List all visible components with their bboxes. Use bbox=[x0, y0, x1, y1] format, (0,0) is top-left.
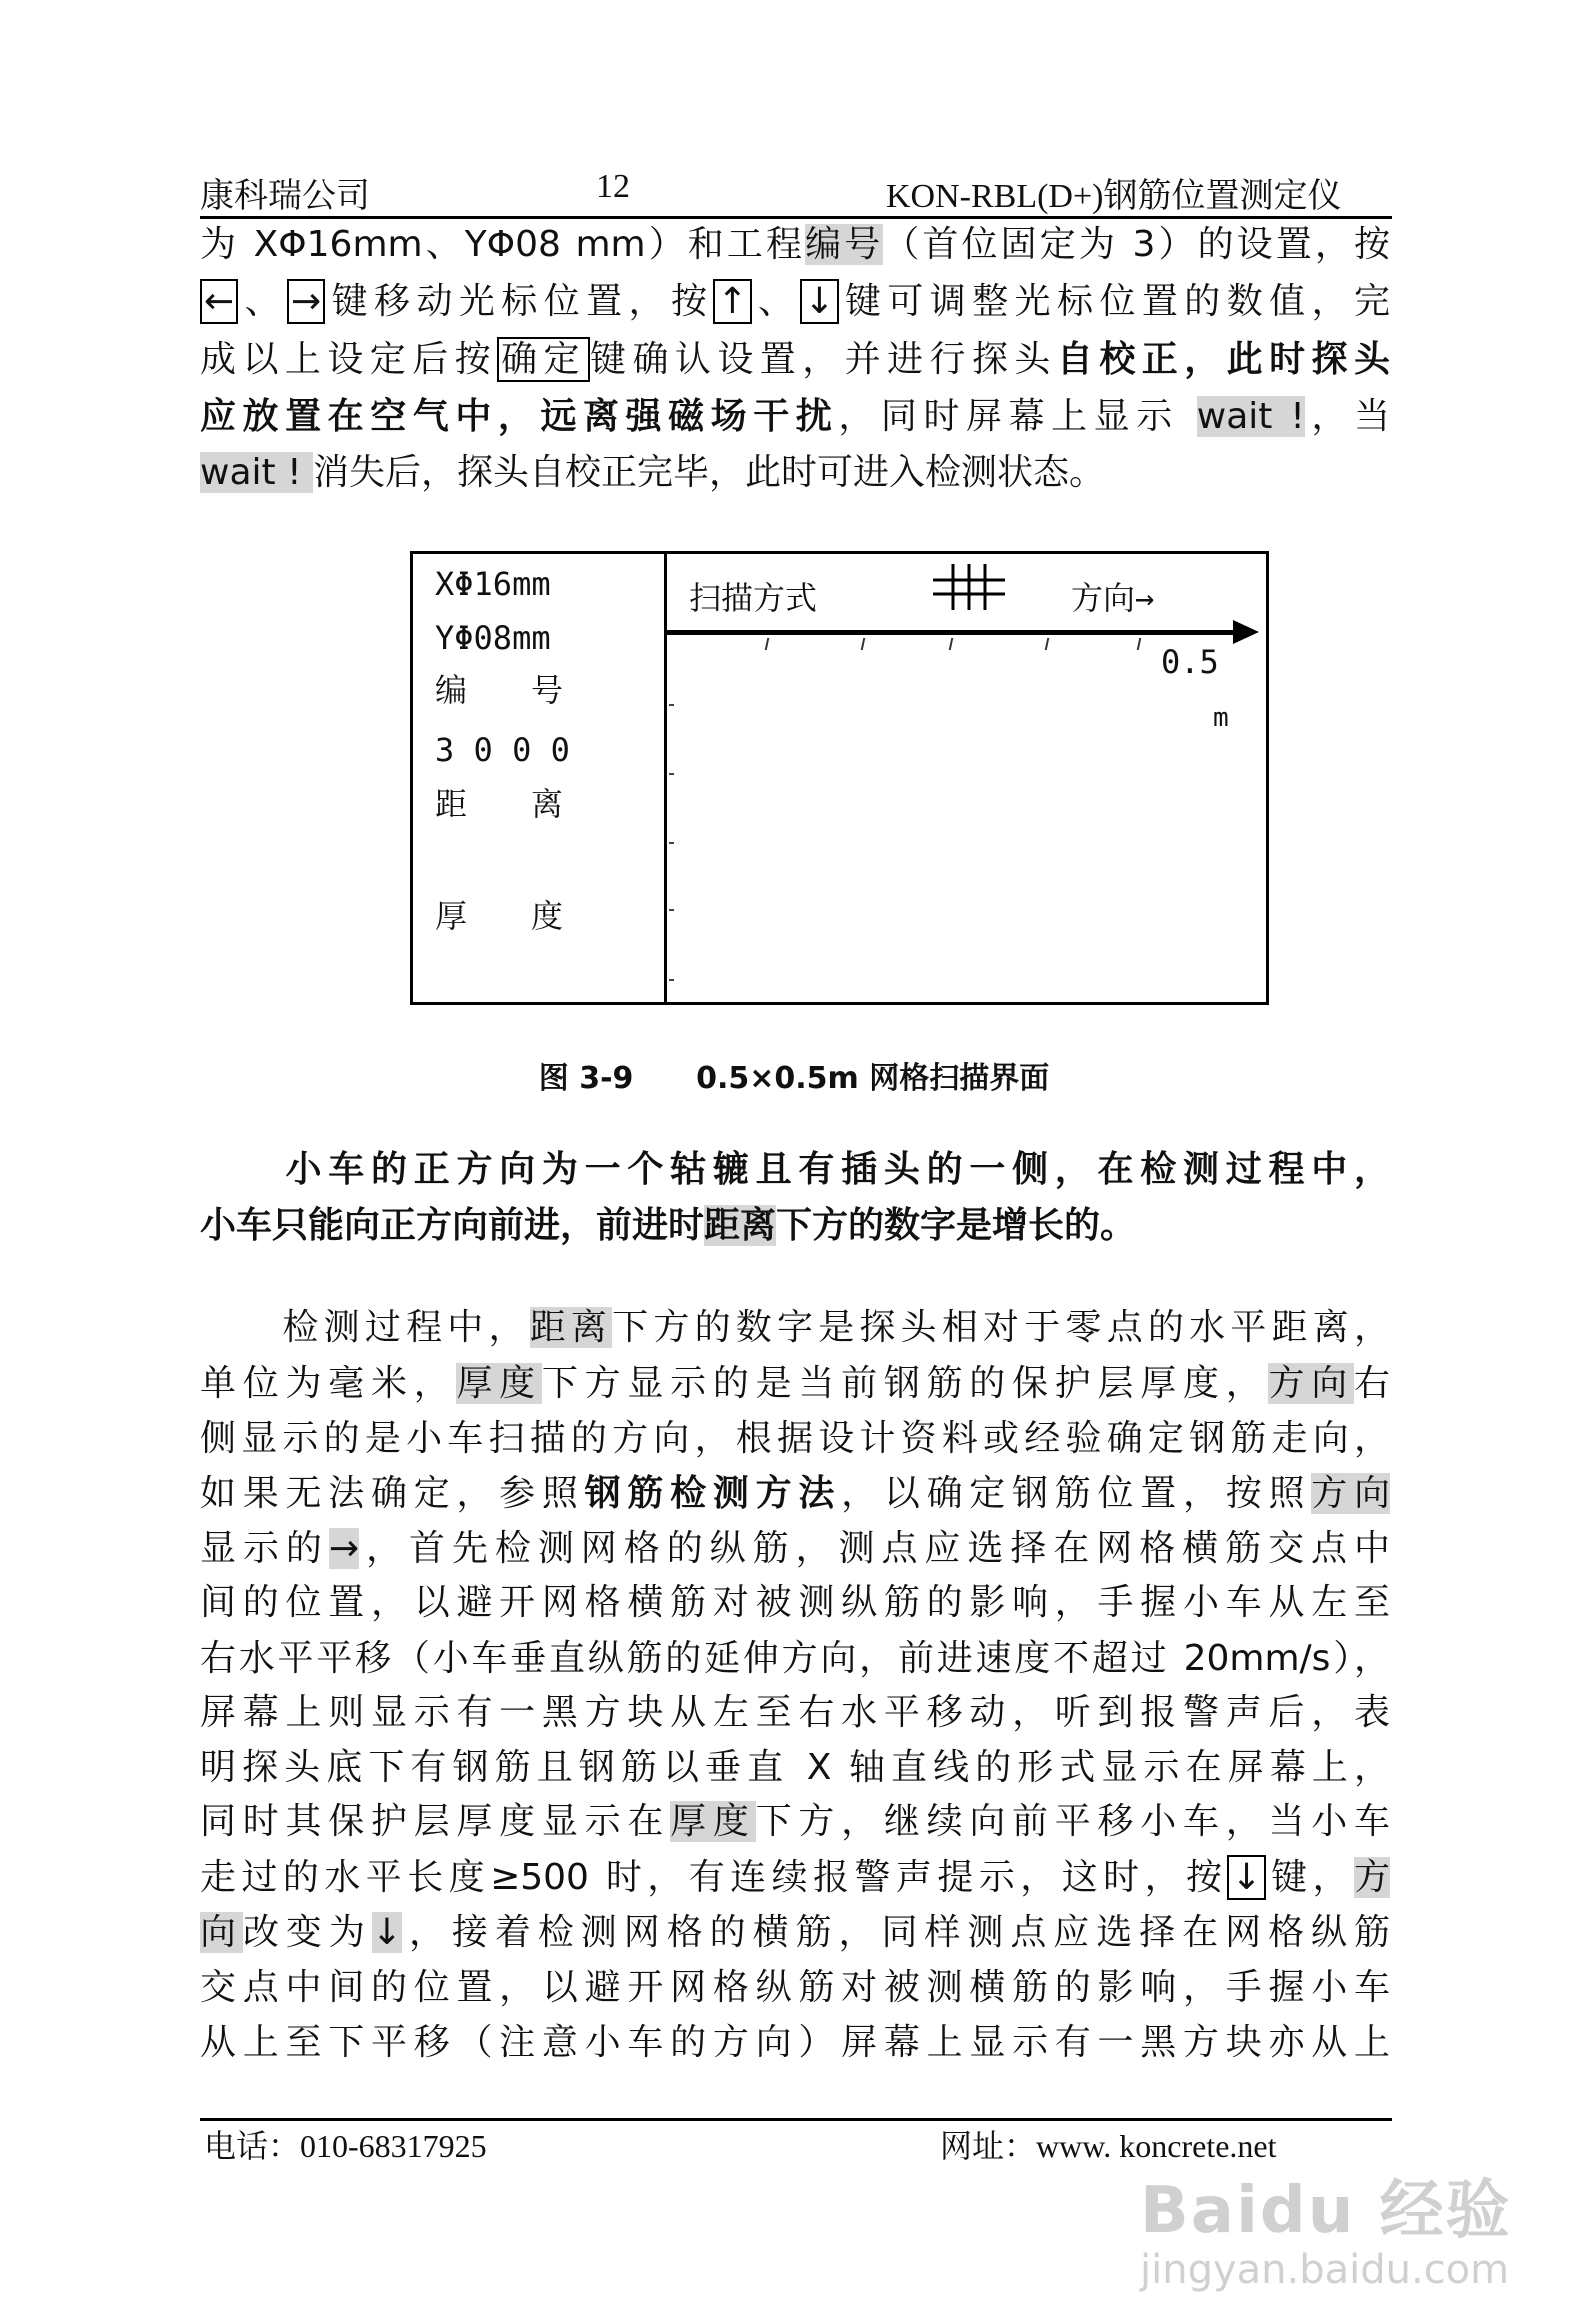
x-tick bbox=[765, 638, 770, 650]
text-line bbox=[200, 1742, 1390, 1794]
y-tick bbox=[669, 704, 674, 706]
text-segment: 下方显示的是当前钢筋的保护层厚度， bbox=[541, 1363, 1269, 1404]
text-segment: ，当 bbox=[1304, 396, 1390, 437]
thickness-label: 厚 度 bbox=[435, 897, 564, 935]
watermark-url: jingyan.baidu.com bbox=[1140, 2247, 1510, 2293]
number-value: 3 0 0 0 bbox=[435, 731, 570, 769]
panel-divider bbox=[664, 554, 667, 1002]
x-tick bbox=[949, 638, 954, 650]
highlighted-text: 厚度 bbox=[456, 1363, 542, 1404]
header-company: 康科瑞公司 bbox=[200, 178, 370, 215]
text-line bbox=[200, 391, 1390, 443]
text-segment: 明探头底下有钢筋且钢筋以垂直 X 轴直线的形式显示在屏幕上， bbox=[200, 1747, 1390, 1788]
page-number: 12 bbox=[596, 168, 630, 205]
text-segment: 消失后，探头自校正完毕，此时可进入检测状态。 bbox=[312, 452, 1105, 493]
text-line bbox=[200, 1852, 1390, 1904]
highlighted-text: 厚度 bbox=[670, 1801, 756, 1842]
highlighted-text: 方向 bbox=[1268, 1363, 1354, 1404]
figure-caption: 图 3-9 0.5×0.5m 网格扫描界面 bbox=[538, 1061, 1050, 1096]
text-segment: 、 bbox=[751, 281, 801, 322]
text-segment: 键移动光标位置，按 bbox=[325, 281, 714, 322]
text-line bbox=[200, 1468, 1390, 1520]
text-segment: 走过的水平长度≥500 时，有连续报警声提示，这时，按 bbox=[200, 1857, 1228, 1898]
text-segment: 右 bbox=[1353, 1363, 1390, 1404]
text-segment: 钢筋检测方法 bbox=[584, 1473, 842, 1514]
text-line bbox=[200, 1796, 1390, 1848]
highlighted-text: 方 bbox=[1353, 1857, 1390, 1898]
footer-phone: 电话：010-68317925 bbox=[204, 2128, 487, 2164]
header-product: KON-RBL(D+)钢筋位置测定仪 bbox=[886, 178, 1342, 215]
text-line bbox=[200, 1358, 1390, 1410]
highlighted-text: 距离 bbox=[529, 1307, 613, 1348]
text-segment: 为 XΦ16mm、YΦ08 mm）和工程 bbox=[200, 224, 806, 265]
text-segment: 应放置在空气中，远离强磁场干扰 bbox=[200, 396, 839, 437]
text-segment: 交点中间的位置，以避开网格纵筋对被测横筋的影响，手握小车 bbox=[200, 1967, 1390, 2008]
highlighted-text: 距离 bbox=[704, 1205, 777, 1246]
text-segment: 显示的 bbox=[200, 1528, 329, 1569]
scale-value: 0.5 bbox=[1161, 643, 1219, 681]
y-tick bbox=[669, 979, 674, 981]
key-label: ↓ bbox=[1227, 1855, 1265, 1900]
y-rebar-label: YΦ08mm bbox=[435, 619, 551, 657]
scan-interface-figure bbox=[410, 551, 1269, 1005]
text-line bbox=[200, 1200, 1390, 1252]
text-segment: 小车只能向正方向前进，前进时 bbox=[200, 1205, 705, 1246]
text-segment: 下方的数字是增长的。 bbox=[776, 1205, 1137, 1246]
text-segment: 同时其保护层厚度显示在 bbox=[200, 1801, 671, 1842]
highlighted-text: wait ! bbox=[1196, 396, 1305, 437]
text-line bbox=[200, 1907, 1390, 1959]
y-tick bbox=[669, 909, 674, 911]
text-segment: 改变为 bbox=[242, 1912, 372, 1953]
text-line bbox=[200, 1144, 1390, 1196]
text-segment: ，首先检测网格的纵筋，测点应选择在网格横筋交点中 bbox=[359, 1528, 1390, 1569]
highlighted-text: 向 bbox=[200, 1912, 243, 1953]
x-tick bbox=[861, 638, 866, 650]
text-segment: 检测过程中， bbox=[200, 1307, 530, 1348]
scan-mode-label: 扫描方式 bbox=[689, 579, 818, 617]
text-line bbox=[200, 1577, 1390, 1629]
text-line bbox=[200, 334, 1390, 386]
highlighted-text: wait ! bbox=[200, 452, 313, 493]
watermark-brand: Baidu 经验 bbox=[1140, 2174, 1512, 2248]
text-segment: ，接着检测网格的横筋，同样测点应选择在网格纵筋 bbox=[402, 1912, 1390, 1953]
number-label: 编 号 bbox=[435, 671, 564, 709]
text-segment: 下方的数字是探头相对于零点的水平距离， bbox=[612, 1307, 1390, 1348]
text-segment: 单位为毫米， bbox=[200, 1363, 457, 1404]
text-segment: 间的位置，以避开网格横筋对被测纵筋的影响，手握小车从左至 bbox=[200, 1582, 1390, 1623]
text-segment: 如果无法确定，参照 bbox=[200, 1473, 585, 1514]
baidu-watermark bbox=[1140, 2176, 1512, 2294]
text-segment: 成以上设定后按 bbox=[200, 339, 498, 380]
grid-scan-icon bbox=[931, 562, 1007, 612]
highlighted-text: → bbox=[328, 1528, 360, 1569]
text-segment: 右水平平移（小车垂直纵筋的延伸方向，前进速度不超过 20mm/s）， bbox=[200, 1638, 1390, 1679]
text-segment: ，同时屏幕上显示 bbox=[838, 396, 1197, 437]
text-line bbox=[200, 1413, 1390, 1465]
highlighted-text: 方向 bbox=[1311, 1473, 1390, 1514]
footer-website: 网址：www. koncrete.net bbox=[940, 2128, 1277, 2164]
text-line bbox=[200, 219, 1390, 271]
text-line bbox=[200, 2017, 1390, 2069]
key-label: ↑ bbox=[713, 279, 751, 324]
text-line bbox=[200, 447, 1390, 499]
text-segment: ，以确定钢筋位置，按照 bbox=[841, 1473, 1312, 1514]
highlighted-text: ↓ bbox=[371, 1912, 403, 1953]
text-segment: 键可调整光标位置的数值，完 bbox=[838, 281, 1390, 322]
footer-rule bbox=[200, 2118, 1392, 2121]
x-axis-line bbox=[667, 630, 1237, 635]
text-segment: 从上至下平移（注意小车的方向）屏幕上显示有一黑方块亦从上 bbox=[200, 2022, 1390, 2063]
text-line bbox=[200, 1687, 1390, 1739]
y-tick bbox=[669, 773, 674, 775]
x-rebar-label: XΦ16mm bbox=[435, 565, 551, 603]
distance-label: 距 离 bbox=[435, 785, 564, 823]
text-line bbox=[200, 276, 1390, 328]
key-label: ← bbox=[200, 279, 238, 324]
direction-label: 方向→ bbox=[1071, 579, 1155, 617]
text-line bbox=[200, 1962, 1390, 2014]
text-segment: 下方，继续向前平移小车，当小车 bbox=[755, 1801, 1390, 1842]
text-segment: 、 bbox=[238, 281, 288, 322]
text-segment: 键， bbox=[1265, 1857, 1354, 1898]
x-tick bbox=[1045, 638, 1050, 650]
x-axis-arrow-icon bbox=[1233, 620, 1259, 644]
text-segment: 屏幕上则显示有一黑方块从左至右水平移动，听到报警声后，表 bbox=[200, 1692, 1390, 1733]
text-line bbox=[200, 1523, 1390, 1575]
scale-unit: m bbox=[1213, 703, 1229, 733]
text-segment: （首位固定为 3）的设置，按 bbox=[883, 224, 1390, 265]
text-line bbox=[200, 1633, 1390, 1685]
text-line bbox=[200, 1302, 1390, 1354]
key-label: ↓ bbox=[800, 279, 838, 324]
text-segment: 键确认设置，并进行探头 bbox=[590, 339, 1057, 380]
key-label: → bbox=[287, 279, 325, 324]
x-tick bbox=[1137, 638, 1142, 650]
text-segment: 小车的正方向为一个轱辘且有插头的一侧，在检测过程中， bbox=[200, 1149, 1390, 1190]
y-tick bbox=[669, 842, 674, 844]
text-segment: 侧显示的是小车扫描的方向，根据设计资料或经验确定钢筋走向， bbox=[200, 1418, 1390, 1459]
text-segment: 自校正，此时探头 bbox=[1056, 339, 1390, 380]
highlighted-text: 编号 bbox=[805, 224, 884, 265]
key-label: 确定 bbox=[497, 337, 590, 382]
